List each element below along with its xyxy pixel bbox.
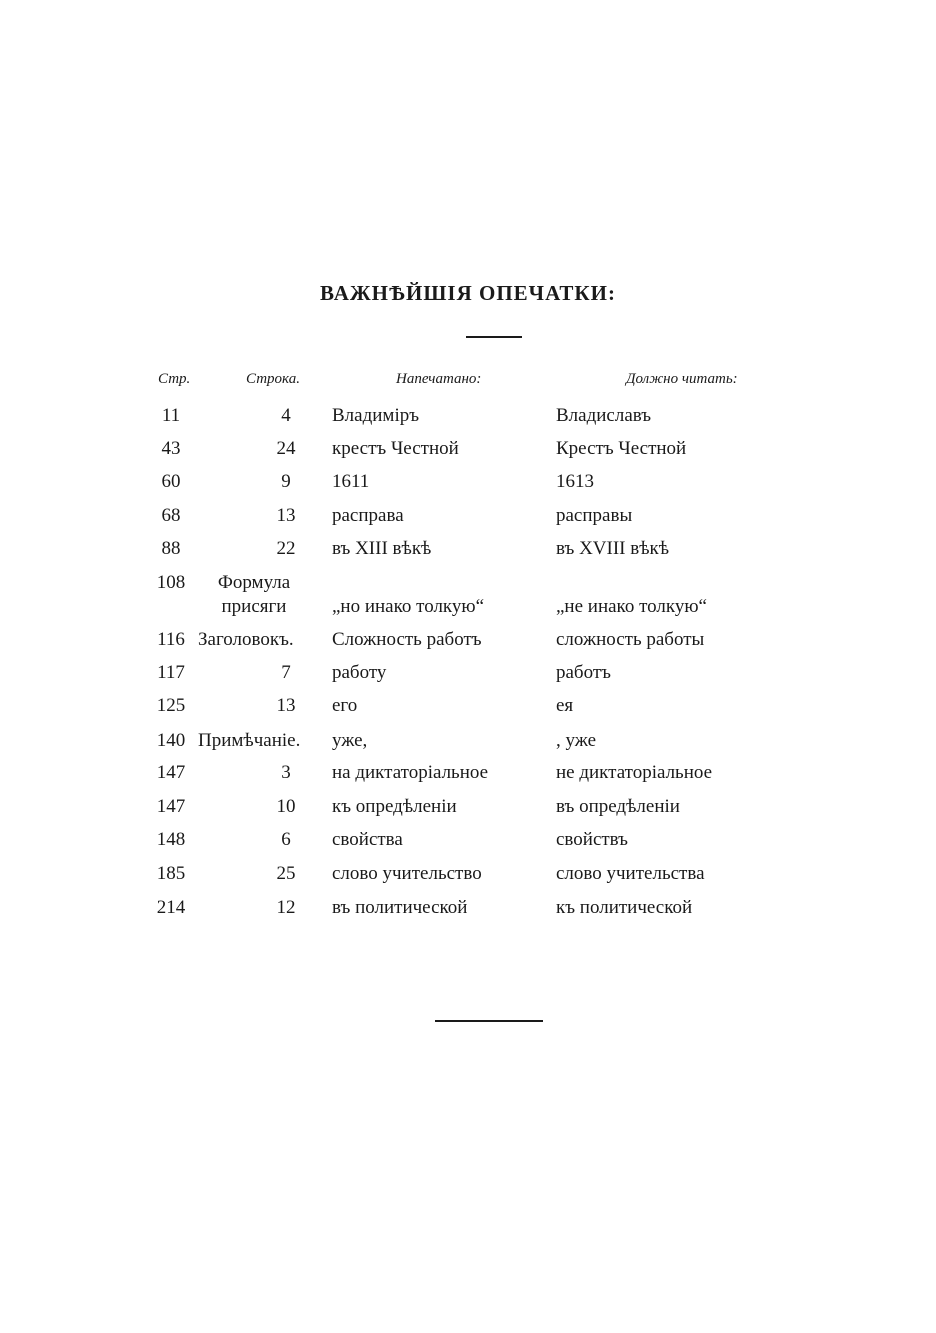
row-page: 60 [161, 471, 181, 492]
row-should-read: ея [556, 695, 574, 716]
row-page: 117 [157, 662, 185, 683]
title-divider [466, 336, 522, 338]
table-row [0, 571, 936, 621]
row-page: 214 [156, 897, 186, 918]
row-should-read: въ XVIII вѣкѣ [556, 538, 670, 559]
page-title: ВАЖНѢЙШІЯ ОПЕЧАТКИ: [320, 281, 616, 305]
row-page: 147 [156, 796, 186, 817]
row-should-read: 1613 [556, 471, 594, 492]
row-page: 148 [156, 829, 186, 850]
row-line: 7 [281, 662, 291, 683]
row-page: 88 [161, 538, 181, 559]
row-line: 6 [281, 829, 291, 850]
row-should-read: въ опредѣленіи [556, 796, 680, 817]
header-printed: Напечатано: [396, 371, 482, 387]
row-should-read: къ политической [556, 897, 693, 918]
row-printed: слово учительство [332, 863, 482, 884]
row-line: 9 [281, 471, 291, 492]
row-line: 13 [276, 695, 296, 716]
row-line: 24 [276, 438, 296, 459]
row-should-read: не диктаторіальное [556, 762, 713, 783]
row-page: 185 [156, 863, 186, 884]
row-printed: „но инако толкую“ [332, 596, 485, 617]
row-page: 140 [156, 730, 186, 751]
row-printed: на диктаторіальное [332, 762, 489, 783]
header-line: Строка. [246, 371, 300, 387]
table-header [0, 371, 936, 395]
row-should-read: слово учительства [556, 863, 705, 884]
row-printed: къ опредѣленіи [332, 796, 457, 817]
row-page: 43 [161, 438, 181, 459]
row-page: 147 [156, 762, 186, 783]
row-line-part-1: Формула [217, 572, 291, 593]
row-page: 125 [156, 695, 186, 716]
row-should-read: свойствъ [556, 829, 629, 850]
row-line: 12 [276, 897, 296, 918]
row-line: 25 [276, 863, 296, 884]
row-page: 108 [156, 572, 186, 593]
row-line: Заголовокъ. [198, 629, 294, 650]
row-should-read: Владиславъ [556, 405, 652, 426]
end-divider [435, 1020, 543, 1022]
row-printed: уже, [332, 730, 368, 751]
row-printed: крестъ Честной [332, 438, 459, 459]
header-should-read: Должно читать: [626, 371, 738, 387]
row-should-read: работъ [556, 662, 611, 683]
row-line: 22 [276, 538, 296, 559]
row-line: 3 [281, 762, 291, 783]
row-printed: свойства [332, 829, 403, 850]
row-printed: расправа [332, 505, 404, 526]
row-line: 4 [281, 405, 291, 426]
row-printed: работу [332, 662, 387, 683]
row-line: 10 [276, 796, 296, 817]
row-should-read: расправы [556, 505, 633, 526]
row-page: 68 [161, 505, 181, 526]
row-line-part-2: присяги [221, 596, 287, 617]
row-printed: его [332, 695, 358, 716]
row-printed: Владиміръ [332, 405, 420, 426]
row-page: 11 [161, 405, 181, 426]
row-printed: 1611 [332, 471, 370, 492]
row-line: Примѣчаніе. [198, 730, 301, 751]
row-should-read: „не инако толкую“ [556, 596, 707, 617]
row-should-read: сложность работы [556, 629, 705, 650]
row-page: 116 [157, 629, 185, 650]
row-printed: въ политической [332, 897, 468, 918]
header-page: Стр. [158, 371, 191, 387]
row-line [204, 571, 304, 619]
row-line: 13 [276, 505, 296, 526]
row-should-read: , уже [556, 730, 597, 751]
row-printed: въ XIII вѣкѣ [332, 538, 432, 559]
row-should-read: Крестъ Честной [556, 438, 687, 459]
row-printed: Сложность работъ [332, 629, 482, 650]
